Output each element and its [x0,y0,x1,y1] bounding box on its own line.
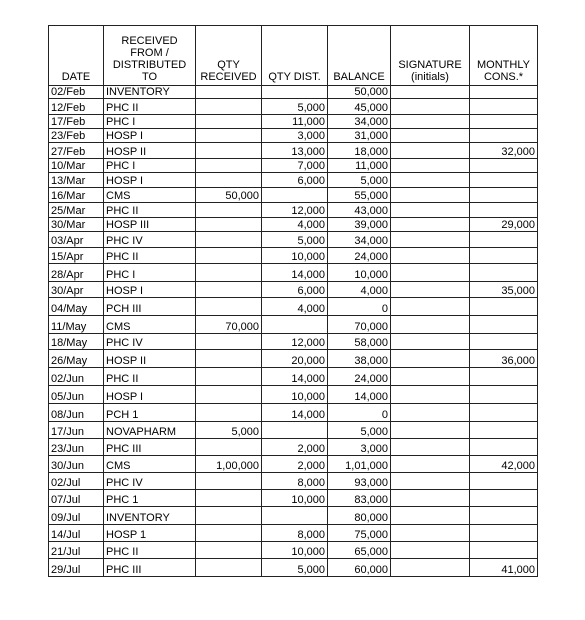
cell-date: 30/Apr [49,282,104,298]
cell-qty-received [196,143,262,159]
cell-signature [391,203,470,218]
cell-qty-received [196,404,262,422]
cell-date: 30/Jun [49,456,104,473]
table-row [49,115,538,129]
cell-monthly [470,264,538,282]
cell-signature [391,507,470,525]
cell-signature [391,542,470,559]
cell-monthly [470,232,538,248]
cell-party: INVENTORY [104,507,196,525]
cell-qty-received [196,232,262,248]
cell-qty-dist: 4,000 [262,218,328,232]
cell-date: 29/Jul [49,559,104,577]
cell-qty-received [196,542,262,559]
cell-date: 10/Mar [49,159,104,173]
cell-balance: 24,000 [328,368,391,386]
cell-monthly: 32,000 [470,143,538,159]
table-row [49,282,538,298]
cell-balance: 4,000 [328,282,391,298]
table-row [49,264,538,282]
cell-qty-received [196,203,262,218]
cell-monthly [470,248,538,264]
cell-signature [391,218,470,232]
cell-date: 17/Jun [49,422,104,439]
cell-signature [391,298,470,316]
table-row [49,559,538,577]
cell-party: HOSP I [104,282,196,298]
cell-qty-received [196,386,262,404]
cell-qty-dist: 2,000 [262,439,328,456]
cell-monthly [470,334,538,350]
cell-qty-received [196,525,262,542]
cell-balance: 39,000 [328,218,391,232]
cell-balance: 5,000 [328,422,391,439]
cell-signature [391,248,470,264]
table-row [49,99,538,115]
cell-monthly [470,422,538,439]
cell-party: HOSP III [104,218,196,232]
cell-qty-received [196,350,262,368]
cell-party: PHC III [104,439,196,456]
cell-date: 15/Apr [49,248,104,264]
cell-qty-received: 1,00,000 [196,456,262,473]
table-row [49,490,538,507]
cell-party: NOVAPHARM [104,422,196,439]
cell-party: PHC IV [104,473,196,490]
cell-signature [391,422,470,439]
cell-monthly [470,173,538,188]
cell-monthly: 36,000 [470,350,538,368]
cell-qty-dist: 20,000 [262,350,328,368]
cell-qty-received [196,368,262,386]
cell-signature [391,350,470,368]
cell-party: PCH 1 [104,404,196,422]
cell-monthly [470,542,538,559]
table-row [49,173,538,188]
cell-balance: 83,000 [328,490,391,507]
cell-balance: 50,000 [328,86,391,99]
cell-qty-received [196,99,262,115]
cell-date: 18/May [49,334,104,350]
cell-qty-dist: 8,000 [262,525,328,542]
cell-balance: 14,000 [328,386,391,404]
cell-balance: 60,000 [328,559,391,577]
cell-balance: 34,000 [328,232,391,248]
cell-signature [391,386,470,404]
cell-signature [391,99,470,115]
cell-party: PHC I [104,264,196,282]
cell-date: 02/Jun [49,368,104,386]
table-row [49,203,538,218]
table-row [49,525,538,542]
cell-balance: 70,000 [328,316,391,334]
cell-monthly [470,159,538,173]
header-party: RECEIVED FROM / DISTRIBUTED TO [104,26,196,86]
header-row [49,26,538,86]
cell-party: CMS [104,316,196,334]
table-row [49,143,538,159]
cell-party: CMS [104,188,196,203]
table-row [49,316,538,334]
cell-monthly [470,404,538,422]
cell-party: HOSP I [104,129,196,143]
cell-date: 21/Jul [49,542,104,559]
cell-qty-received [196,248,262,264]
cell-date: 07/Jul [49,490,104,507]
cell-qty-dist: 3,000 [262,129,328,143]
table-row [49,298,538,316]
cell-qty-received [196,86,262,99]
cell-monthly [470,525,538,542]
table-row [49,232,538,248]
cell-date: 26/May [49,350,104,368]
table-row [49,473,538,490]
cell-balance: 18,000 [328,143,391,159]
cell-party: HOSP I [104,173,196,188]
header-signature: SIGNATURE (initials) [391,26,470,86]
cell-party: PHC II [104,99,196,115]
cell-signature [391,115,470,129]
cell-qty-dist: 10,000 [262,386,328,404]
cell-monthly: 35,000 [470,282,538,298]
cell-date: 27/Feb [49,143,104,159]
table-row [49,507,538,525]
cell-party: PHC IV [104,232,196,248]
table-row [49,129,538,143]
cell-signature [391,404,470,422]
cell-date: 11/May [49,316,104,334]
cell-signature [391,490,470,507]
cell-qty-dist: 14,000 [262,264,328,282]
cell-monthly: 29,000 [470,218,538,232]
cell-qty-dist: 4,000 [262,298,328,316]
cell-date: 04/May [49,298,104,316]
cell-signature [391,264,470,282]
cell-qty-dist: 12,000 [262,334,328,350]
ledger-body [49,86,538,577]
cell-qty-received: 70,000 [196,316,262,334]
cell-qty-received [196,129,262,143]
cell-monthly [470,490,538,507]
cell-party: CMS [104,456,196,473]
table-row [49,334,538,350]
cell-qty-received: 5,000 [196,422,262,439]
cell-balance: 0 [328,404,391,422]
cell-monthly [470,298,538,316]
cell-signature [391,173,470,188]
table-row [49,404,538,422]
cell-qty-dist: 6,000 [262,282,328,298]
cell-qty-received [196,439,262,456]
table-row [49,218,538,232]
cell-qty-received [196,490,262,507]
cell-date: 23/Feb [49,129,104,143]
cell-balance: 31,000 [328,129,391,143]
cell-signature [391,159,470,173]
cell-qty-dist [262,507,328,525]
cell-balance: 58,000 [328,334,391,350]
cell-date: 08/Jun [49,404,104,422]
cell-qty-received [196,173,262,188]
header-qty-received: QTY RECEIVED [196,26,262,86]
cell-date: 17/Feb [49,115,104,129]
cell-balance: 93,000 [328,473,391,490]
cell-date: 03/Apr [49,232,104,248]
cell-signature [391,129,470,143]
cell-date: 30/Mar [49,218,104,232]
cell-qty-received [196,334,262,350]
cell-balance: 75,000 [328,525,391,542]
cell-qty-received [196,218,262,232]
table-row [49,422,538,439]
cell-signature [391,232,470,248]
header-date: DATE [49,26,104,86]
cell-signature [391,316,470,334]
cell-qty-dist: 6,000 [262,173,328,188]
cell-party: PHC III [104,559,196,577]
cell-qty-received: 50,000 [196,188,262,203]
header-qty-dist: QTY DIST. [262,26,328,86]
cell-qty-received [196,282,262,298]
cell-qty-dist: 14,000 [262,404,328,422]
cell-date: 05/Jun [49,386,104,404]
cell-signature [391,559,470,577]
cell-party: PHC II [104,542,196,559]
cell-balance: 0 [328,298,391,316]
cell-party: PHC 1 [104,490,196,507]
cell-balance: 3,000 [328,439,391,456]
cell-monthly [470,99,538,115]
cell-balance: 5,000 [328,173,391,188]
cell-party: PHC II [104,203,196,218]
header-monthly: MONTHLY CONS.* [470,26,538,86]
cell-qty-dist: 2,000 [262,456,328,473]
cell-signature [391,188,470,203]
cell-balance: 11,000 [328,159,391,173]
cell-balance: 43,000 [328,203,391,218]
cell-balance: 38,000 [328,350,391,368]
cell-qty-received [196,507,262,525]
cell-balance: 24,000 [328,248,391,264]
cell-signature [391,439,470,456]
cell-balance: 45,000 [328,99,391,115]
cell-qty-received [196,115,262,129]
cell-qty-dist: 13,000 [262,143,328,159]
cell-party: PHC IV [104,334,196,350]
cell-date: 25/Mar [49,203,104,218]
cell-party: HOSP II [104,143,196,159]
cell-monthly [470,368,538,386]
table-row [49,159,538,173]
cell-monthly [470,473,538,490]
table-row [49,350,538,368]
cell-date: 02/Feb [49,86,104,99]
cell-party: HOSP 1 [104,525,196,542]
cell-qty-dist: 5,000 [262,99,328,115]
cell-party: PHC II [104,368,196,386]
cell-party: PHC I [104,115,196,129]
cell-signature [391,86,470,99]
cell-signature [391,525,470,542]
cell-qty-dist: 7,000 [262,159,328,173]
cell-monthly [470,86,538,99]
table-row [49,542,538,559]
cell-qty-received [196,264,262,282]
cell-balance: 1,01,000 [328,456,391,473]
cell-date: 12/Feb [49,99,104,115]
cell-signature [391,282,470,298]
cell-monthly [470,316,538,334]
cell-qty-dist [262,316,328,334]
cell-date: 28/Apr [49,264,104,282]
cell-qty-received [196,559,262,577]
cell-qty-dist: 14,000 [262,368,328,386]
cell-signature [391,473,470,490]
cell-date: 23/Jun [49,439,104,456]
cell-qty-received [196,159,262,173]
cell-monthly: 41,000 [470,559,538,577]
cell-monthly [470,439,538,456]
cell-balance: 55,000 [328,188,391,203]
cell-monthly: 42,000 [470,456,538,473]
cell-party: HOSP I [104,386,196,404]
header-balance: BALANCE [328,26,391,86]
cell-monthly [470,188,538,203]
cell-qty-dist [262,86,328,99]
stock-ledger-sheet [48,25,537,577]
table-row [49,368,538,386]
cell-date: 09/Jul [49,507,104,525]
cell-monthly [470,203,538,218]
cell-balance: 34,000 [328,115,391,129]
stock-ledger-table [48,25,538,577]
cell-qty-dist: 10,000 [262,490,328,507]
cell-party: PCH III [104,298,196,316]
cell-qty-received [196,298,262,316]
cell-signature [391,456,470,473]
cell-qty-dist: 5,000 [262,232,328,248]
cell-monthly [470,115,538,129]
cell-balance: 80,000 [328,507,391,525]
table-row [49,86,538,99]
cell-balance: 10,000 [328,264,391,282]
cell-monthly [470,386,538,404]
cell-qty-dist: 8,000 [262,473,328,490]
cell-qty-dist: 10,000 [262,542,328,559]
cell-qty-dist [262,422,328,439]
cell-date: 02/Jul [49,473,104,490]
cell-qty-dist: 5,000 [262,559,328,577]
cell-signature [391,334,470,350]
cell-signature [391,143,470,159]
cell-date: 13/Mar [49,173,104,188]
cell-qty-dist [262,188,328,203]
cell-date: 16/Mar [49,188,104,203]
cell-qty-dist: 12,000 [262,203,328,218]
table-row [49,188,538,203]
cell-qty-dist: 11,000 [262,115,328,129]
cell-signature [391,368,470,386]
cell-party: HOSP II [104,350,196,368]
cell-date: 14/Jul [49,525,104,542]
cell-party: INVENTORY [104,86,196,99]
table-row [49,386,538,404]
cell-qty-received [196,473,262,490]
cell-qty-dist: 10,000 [262,248,328,264]
table-row [49,439,538,456]
table-row [49,456,538,473]
cell-balance: 65,000 [328,542,391,559]
table-row [49,248,538,264]
cell-monthly [470,507,538,525]
cell-party: PHC II [104,248,196,264]
cell-party: PHC I [104,159,196,173]
cell-monthly [470,129,538,143]
